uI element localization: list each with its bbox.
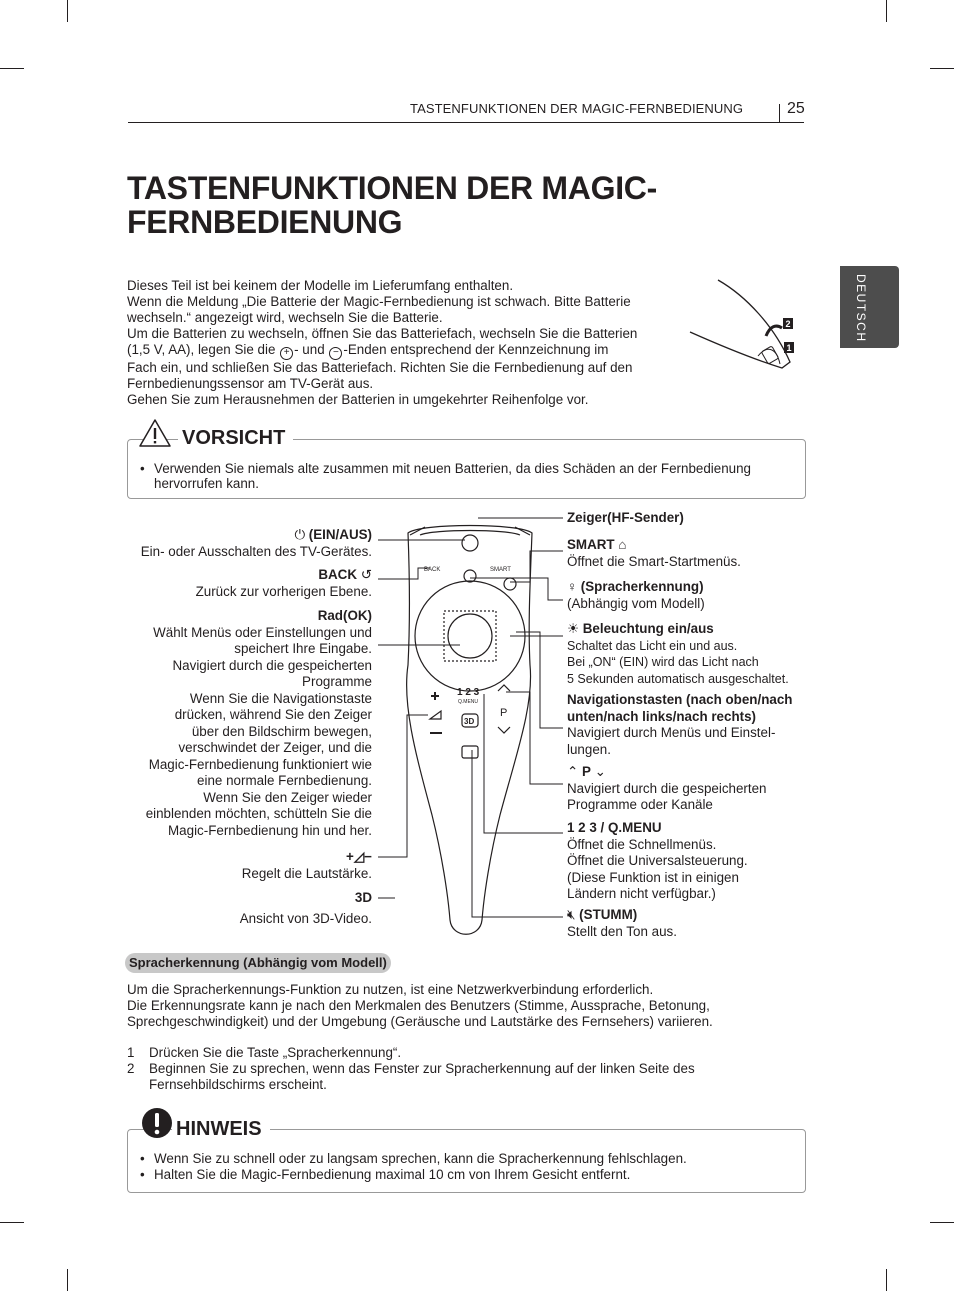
- wheel-desc-line: Magic-Fernbedienung hin und her.: [168, 822, 372, 838]
- note-item: • Wenn Sie zu schnell oder zu langsam sprechen, kann die Spracherkennung fehlschlagen.: [140, 1151, 790, 1166]
- program-title: P: [581, 764, 591, 779]
- intro-line: Dieses Teil ist bei keinem der Modelle im Lieferumfang enthalten.: [127, 278, 514, 293]
- intro-line: Gehen Sie zum Herausnehmen der Batterien in umgekehrter Reihenfolge vor.: [127, 392, 589, 407]
- wheel-desc-line: eine normale Fernbedienung.: [197, 773, 372, 788]
- power-icon: ⏻: [294, 527, 306, 542]
- light-label: [567, 621, 789, 687]
- voice-section-body: [127, 982, 807, 1030]
- power-title: (EIN/AUS): [308, 527, 372, 542]
- qmenu-desc-line: Öffnet die Universalsteuerung.: [567, 853, 748, 868]
- step-number-2: 2: [785, 319, 791, 329]
- wheel-desc-line: Wenn Sie die Navigationstaste: [189, 690, 372, 706]
- wheel-desc-line: Navigiert durch die gespeicherten: [172, 657, 372, 673]
- number-icon: 1 2 3: [567, 820, 597, 835]
- smart-title: SMART: [567, 537, 615, 552]
- qmenu-desc-line: Ländern nicht verfügbar.): [567, 886, 716, 901]
- wheel-title: Rad(OK): [317, 608, 372, 623]
- page-title-line: FERNBEDIENUNG: [127, 204, 403, 240]
- language-tab-label: DEUTSCH: [854, 274, 868, 343]
- voice-title: (Spracherkennung): [580, 579, 704, 594]
- intro-line: wechseln.“ angezeigt wird, wechseln Sie die Batterie.: [127, 310, 443, 325]
- nav-desc-line: lungen.: [567, 741, 611, 757]
- page-title-line: TASTENFUNKTIONEN DER MAGIC-: [127, 170, 657, 206]
- home-icon: ⌂: [618, 537, 627, 552]
- wheel-desc-line: verschwindet der Zeiger, und die: [178, 740, 372, 755]
- wheel-desc-line: einblenden möchten, schütteln Sie die: [145, 806, 372, 821]
- step-text: Beginnen Sie zu sprechen, wenn das Fenster zur Spracherkennung auf der linken Seite des: [149, 1061, 695, 1076]
- back-label: [196, 567, 372, 600]
- volume-icons: +◿−: [346, 849, 372, 864]
- volume-label: [242, 849, 372, 882]
- smart-label: [567, 537, 741, 570]
- chevron-up-icon: ⌃: [567, 764, 579, 779]
- exclamation-icon: [141, 1107, 173, 1139]
- intro-line: Wenn die Meldung „Die Batterie der Magic-Fernbedienung ist schwach. Bitte Batterie: [127, 294, 631, 309]
- voice-desc: (Abhängig vom Modell): [567, 595, 705, 611]
- nav-title-line: unten/nach links/nach rechts): [567, 708, 756, 724]
- plus-icon: +: [280, 347, 293, 360]
- voice-section-line: Um die Spracherkennungs-Funktion zu nutzen, ist eine Netzwerkverbindung erforderlich.: [127, 982, 654, 997]
- intro-text: - und: [294, 342, 325, 357]
- step-number-1: 1: [786, 343, 792, 353]
- step-text: Fernsehbildschirms erscheint.: [149, 1077, 327, 1092]
- qmenu-title: / Q.MENU: [600, 820, 662, 835]
- intro-line: Fernbedienungssensor am TV-Gerät aus.: [127, 376, 374, 391]
- wheel-desc-line: Programme: [302, 674, 372, 689]
- mute-icon: 🔇︎: [567, 907, 576, 922]
- microphone-icon: ♀: [567, 579, 578, 594]
- note-item: • Halten Sie die Magic-Fernbedienung maximal 10 cm von Ihrem Gesicht entfernt.: [140, 1167, 790, 1182]
- remote-qmenu-label: Q.MENU: [458, 699, 478, 705]
- qmenu-desc-line: Öffnet die Schnellmenüs.: [567, 836, 717, 852]
- 3d-desc: Ansicht von 3D-Video.: [239, 910, 372, 926]
- voice-step: [127, 1061, 807, 1093]
- light-desc-line: Bei „ON“ (EIN) wird das Licht nach: [567, 655, 759, 669]
- mute-title: (STUMM): [579, 907, 638, 922]
- voice-steps: [127, 1045, 807, 1093]
- note-item-text: Wenn Sie zu schnell oder zu langsam sprechen, kann die Spracherkennung fehlschlagen.: [154, 1151, 687, 1166]
- mute-label: [567, 907, 677, 940]
- voice-label: [567, 579, 705, 612]
- wheel-desc-line: speichert Ihre Eingabe.: [234, 641, 372, 656]
- caution-item: • Verwenden Sie niemals alte zusammen mit neuen Batterien, da dies Schäden an der Fernbedienung hervorrufen kann.: [140, 461, 790, 491]
- qmenu-label: [567, 820, 748, 903]
- page-number: 25: [787, 100, 805, 117]
- smart-desc: Öffnet die Smart-Startmenüs.: [567, 553, 741, 569]
- wheel-desc-line: drücken, während Sie den Zeiger: [174, 707, 372, 722]
- program-label: [567, 764, 767, 814]
- wheel-label: [146, 608, 372, 839]
- remote-back-label: BACK: [424, 567, 441, 573]
- voice-step: [127, 1045, 807, 1061]
- chevron-down-icon: ⌄: [594, 764, 606, 779]
- remote-p-label: P: [500, 707, 508, 719]
- caution-title: VORSICHT: [178, 427, 293, 450]
- intro-line: Fach ein, und schließen Sie das Batteriefach. Richten Sie die Fernbedienung auf den: [127, 360, 633, 375]
- light-title: Beleuchtung ein/aus: [582, 621, 714, 636]
- power-label: [141, 527, 372, 560]
- nav-label: [567, 692, 792, 758]
- minus-icon: −: [329, 347, 342, 360]
- light-desc-line: 5 Sekunden automatisch ausgeschaltet.: [567, 671, 789, 686]
- remote-3d-label: 3D: [464, 717, 475, 726]
- nav-desc-line: Navigiert durch Menüs und Einstel-: [567, 725, 776, 740]
- power-desc: Ein- oder Ausschalten des TV-Gerätes.: [140, 543, 372, 559]
- mute-desc: Stellt den Ton aus.: [567, 923, 677, 939]
- program-desc-line: Programme oder Kanäle: [567, 797, 713, 812]
- remote-smart-label: SMART: [490, 567, 511, 573]
- wheel-desc-line: über den Bildschirm bewegen,: [191, 723, 372, 739]
- voice-section-line: Sprechgeschwindigkeit) und der Umgebung (Geräusche und Lautstärke des Fernsehers) variieren.: [127, 1014, 713, 1029]
- voice-section-line: Die Erkennungsrate kann je nach den Merkmalen des Benutzers (Stimme, Aussprache, Betonung,: [127, 998, 710, 1013]
- running-header: TASTENFUNKTIONEN DER MAGIC-FERNBEDIENUNG: [410, 101, 744, 116]
- caution-item-text: Verwenden Sie niemals alte zusammen mit neuen Batterien, da dies Schäden an der Fernbedienung hervorrufen kann.: [154, 461, 752, 491]
- step-number: 2: [127, 1061, 135, 1076]
- intro-line: Um die Batterien zu wechseln, öffnen Sie das Batteriefach, wechseln Sie die Batterien: [127, 326, 638, 341]
- intro-text: (1,5 V, AA), legen Sie die: [127, 342, 276, 357]
- 3d-label: [240, 890, 372, 927]
- wheel-desc-line: Magic-Fernbedienung funktioniert wie: [148, 756, 372, 772]
- program-desc-line: Navigiert durch die gespeicherten: [567, 780, 767, 796]
- volume-desc: Regelt die Lautstärke.: [241, 865, 372, 881]
- note-item-text: Halten Sie die Magic-Fernbedienung maximal 10 cm von Ihrem Gesicht entfernt.: [154, 1167, 631, 1182]
- remote-number-label: 1 2 3: [457, 687, 480, 698]
- pointer-title: Zeiger(HF-Sender): [567, 510, 684, 525]
- note-title: HINWEIS: [172, 1118, 270, 1141]
- nav-title-line: Navigationstasten (nach oben/nach: [567, 692, 793, 707]
- step-text: Drücken Sie die Taste „Spracherkennung“.: [149, 1045, 402, 1060]
- back-title: BACK: [318, 567, 358, 582]
- pointer-label: [567, 510, 684, 527]
- wheel-desc-line: Wenn Sie den Zeiger wieder: [203, 789, 372, 805]
- back-arrow-icon: ↺: [360, 567, 372, 582]
- qmenu-desc-line: (Diese Funktion ist in einigen: [567, 869, 739, 885]
- voice-section-heading: Spracherkennung (Abhängig vom Modell): [125, 953, 391, 973]
- back-desc: Zurück zur vorherigen Ebene.: [195, 583, 372, 599]
- wheel-desc-line: Wählt Menüs oder Einstellungen und: [153, 624, 372, 640]
- light-desc-line: Schaltet das Licht ein und aus.: [567, 638, 738, 653]
- light-bulb-icon: ☀: [567, 621, 580, 636]
- 3d-icon: 3D: [354, 890, 372, 905]
- intro-text: -Enden entsprechend der Kennzeichnung im: [343, 342, 609, 357]
- step-number: 1: [127, 1045, 135, 1060]
